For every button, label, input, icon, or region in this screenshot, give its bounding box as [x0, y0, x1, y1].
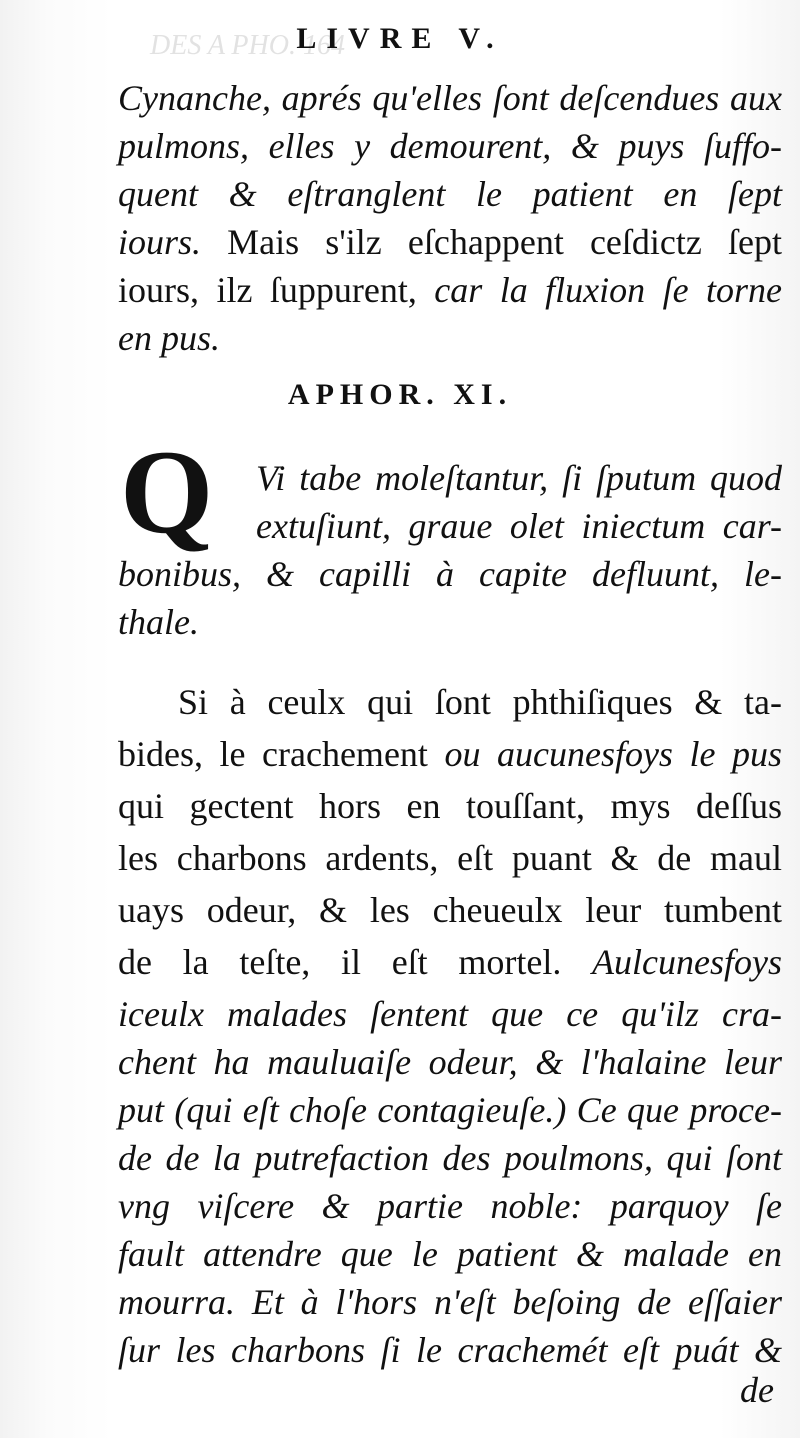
- text-line: de de la putrefaction des poulmons, qui ſont: [118, 1138, 782, 1178]
- text-line: mourra. Et à l'hors n'eſt beſoing de eſſaier: [118, 1282, 782, 1322]
- latin-line: thale.: [118, 602, 199, 642]
- text-line: pulmons, elles y demourent, & puys ſuffo-: [118, 126, 782, 166]
- text-line: iours. Mais s'ilz eſchappent ceſdictz ſept: [118, 222, 782, 262]
- text-line: de la teſte, il eſt mortel. Aulcunesfoys: [118, 942, 782, 982]
- text-line: uays odeur, & les cheueulx leur tumbent: [118, 890, 782, 930]
- latin-line: extuſiunt, graue olet iniectum car-: [256, 506, 782, 546]
- text-line: vng viſcere & partie noble: parquoy ſe: [118, 1186, 782, 1226]
- text-line: ſur les charbons ſi le crachemét eſt puát &: [118, 1330, 782, 1370]
- latin-line: bonibus, & capilli à capite defluunt, le-: [118, 554, 782, 594]
- running-head: LIVRE V.: [296, 22, 504, 55]
- text-line: quent & eſtranglent le patient en ſept: [118, 174, 782, 214]
- latin-line: Vi tabe moleſtantur, ſi ſputum quod: [256, 458, 782, 498]
- text-line: iours, ilz ſuppurent, car la fluxion ſe torne: [118, 270, 782, 310]
- text-line: les charbons ardents, eſt puant & de maul: [118, 838, 782, 878]
- catchword: de: [740, 1370, 774, 1410]
- drop-cap: Q: [120, 425, 214, 558]
- text-line: bides, le crachement ou aucunesfoys le pus: [118, 734, 782, 774]
- text-line: en pus.: [118, 318, 220, 358]
- section-heading: APHOR. XI.: [287, 378, 513, 411]
- bleed-through-text: DES A PHO. 164: [150, 30, 345, 61]
- text-line: put (qui eſt choſe contagieuſe.) Ce que proce-: [118, 1090, 782, 1130]
- text-line: qui gectent hors en touſſant, mys deſſus: [118, 786, 782, 826]
- text-line: iceulx malades ſentent que ce qu'ilz cra-: [118, 994, 782, 1034]
- text-line: chent ha mauluaiſe odeur, & l'halaine leur: [118, 1042, 782, 1082]
- text-line: Cynanche, aprés qu'elles ſont deſcendues aux: [118, 78, 782, 118]
- text-line: Si à ceulx qui ſont phthiſiques & ta-: [178, 682, 782, 722]
- text-line: fault attendre que le patient & malade en: [118, 1234, 782, 1274]
